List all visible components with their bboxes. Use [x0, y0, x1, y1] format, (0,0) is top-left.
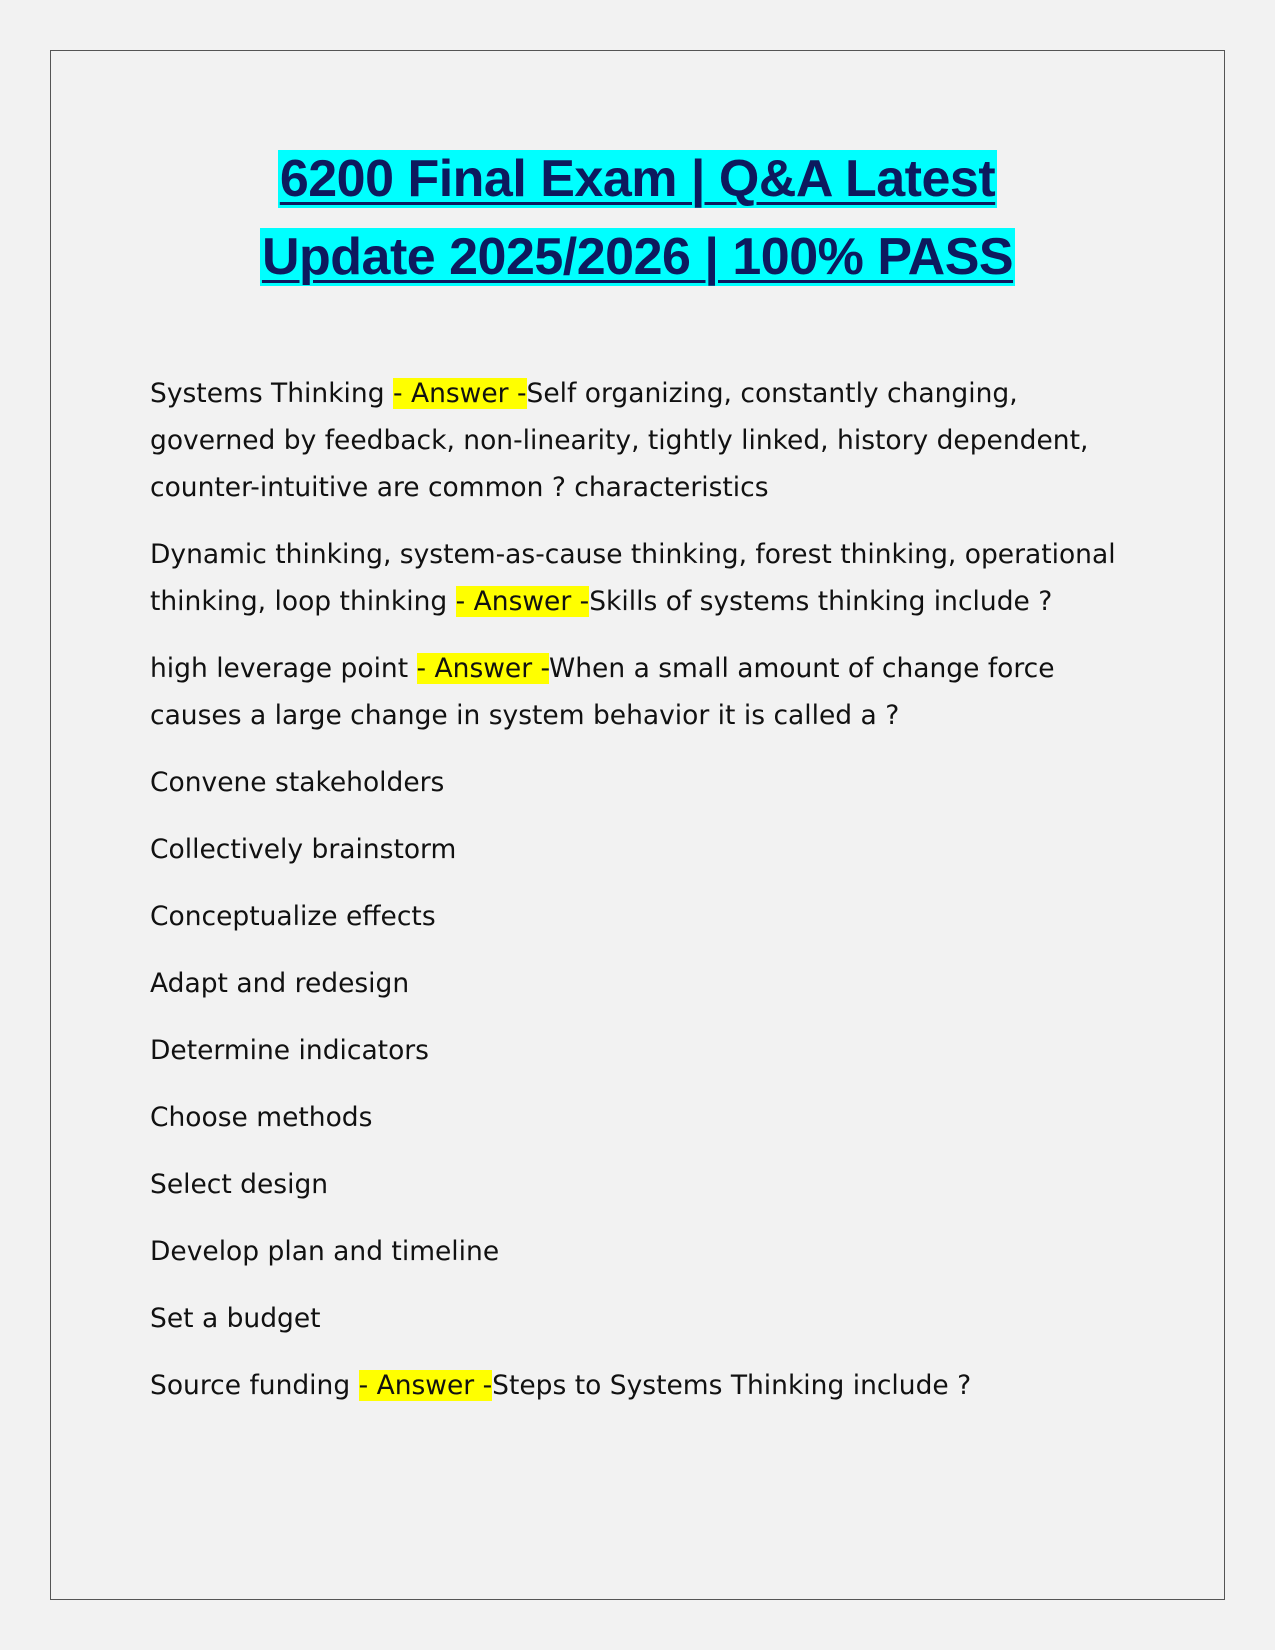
- question-text: Source funding: [150, 1370, 359, 1401]
- answer-marker: - Answer -: [392, 378, 527, 409]
- answer-text: Self organizing, constantly changing, governed by feedback, non-linearity, tightly linked, history dependent, counter-intuitive are common ? characteristics: [150, 378, 1089, 503]
- qa-item: [150, 645, 1150, 739]
- title-line-2: Update 2025/2026 | 100% PASS: [261, 228, 1014, 286]
- qa-item: [150, 531, 1150, 625]
- step-item: Develop plan and timeline: [150, 1236, 500, 1267]
- answer-marker: - Answer -: [455, 586, 590, 617]
- answer-marker: - Answer -: [416, 653, 550, 684]
- question-text: Dynamic thinking, system-as-cause thinking, forest thinking, operational thinking, loop thinking: [150, 539, 1116, 617]
- document-title: [0, 140, 1275, 296]
- step-item: Collectively brainstorm: [150, 834, 457, 865]
- step-item: Select design: [150, 1169, 329, 1200]
- question-text: Systems Thinking: [150, 378, 393, 409]
- step-item: Conceptualize effects: [150, 901, 436, 932]
- title-line-1: 6200 Final Exam | Q&A Latest: [279, 150, 996, 208]
- qa-item: [150, 1362, 1150, 1409]
- question-text: high leverage point: [150, 653, 417, 684]
- document-body: [150, 370, 1150, 1429]
- answer-marker: - Answer -: [358, 1370, 493, 1401]
- step-item: Choose methods: [150, 1102, 373, 1133]
- qa-item: [150, 370, 1150, 511]
- answer-text: When a small amount of change force causes a large change in system behavior it is called a ?: [150, 653, 1055, 731]
- answer-text: Steps to Systems Thinking include ?: [492, 1370, 972, 1401]
- step-item: Adapt and redesign: [150, 968, 410, 999]
- step-item: Determine indicators: [150, 1035, 429, 1066]
- step-item: Set a budget: [150, 1303, 321, 1334]
- step-item: Convene stakeholders: [150, 767, 445, 798]
- answer-text: Skills of systems thinking include ?: [589, 586, 1053, 617]
